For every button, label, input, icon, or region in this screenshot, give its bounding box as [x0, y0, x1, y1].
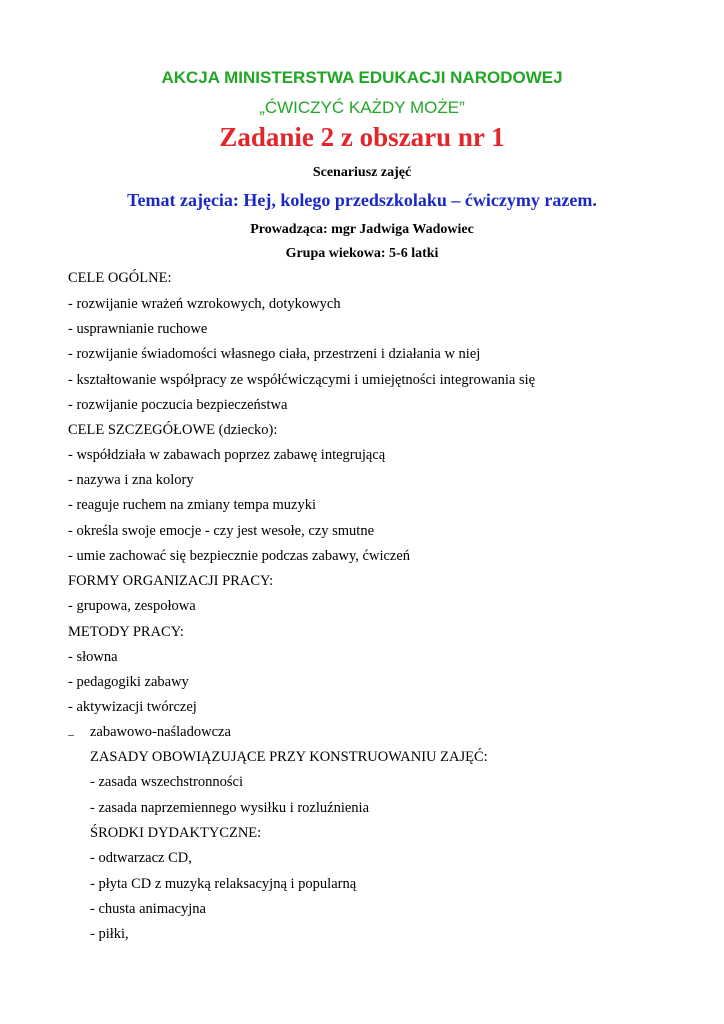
- list-item: - rozwijanie poczucia bezpieczeństwa: [68, 397, 288, 413]
- section-general-goals: CELE OGÓLNE:: [68, 270, 172, 286]
- section-rules: ZASADY OBOWIĄZUJĄCE PRZY KONSTRUOWANIU ZAJĘĆ:: [90, 749, 488, 765]
- list-item: - rozwijanie świadomości własnego ciała, przestrzeni i działania w niej: [68, 346, 481, 362]
- list-bullet: –: [68, 727, 74, 741]
- section-work-forms: FORMY ORGANIZACJI PRACY:: [68, 573, 274, 589]
- campaign-heading: AKCJA MINISTERSTWA EDUKACJI NARODOWEJ: [161, 68, 563, 87]
- list-item: - słowna: [68, 649, 118, 665]
- list-item: - usprawnianie ruchowe: [68, 321, 208, 337]
- list-item: - zasada naprzemiennego wysiłku i rozluźnienia: [90, 800, 370, 816]
- teacher-line: Prowadząca: mgr Jadwiga Wadowiec: [250, 222, 474, 237]
- list-item: - płyta CD z muzyką relaksacyjną i popularną: [90, 876, 357, 892]
- list-item: - kształtowanie współpracy ze współćwiczącymi i umiejętności integrowania się: [68, 372, 536, 388]
- list-item: - rozwijanie wrażeń wzrokowych, dotykowych: [68, 296, 341, 312]
- section-teaching-aids: ŚRODKI DYDAKTYCZNE:: [90, 825, 262, 841]
- scenario-label: Scenariusz zajęć: [312, 165, 412, 180]
- list-item: - współdziała w zabawach poprzez zabawę integrującą: [68, 447, 386, 463]
- list-item: - pedagogiki zabawy: [68, 674, 189, 690]
- slogan-heading: „ĆWICZYĆ KAŻDY MOŻE”: [259, 98, 465, 117]
- task-heading: Zadanie 2 z obszaru nr 1: [219, 122, 505, 152]
- list-item: - grupowa, zespołowa: [68, 598, 196, 614]
- list-item: - nazywa i zna kolory: [68, 472, 194, 488]
- list-item: - chusta animacyjna: [90, 901, 206, 917]
- list-item: zabawowo-naśladowcza: [90, 724, 231, 740]
- section-specific-goals: CELE SZCZEGÓŁOWE (dziecko):: [68, 422, 278, 438]
- list-item: - piłki,: [90, 926, 129, 942]
- list-item: - reaguje ruchem na zmiany tempa muzyki: [68, 497, 317, 513]
- topic-heading: Temat zajęcia: Hej, kolego przedszkolaku – ćwiczymy razem.: [127, 190, 597, 210]
- list-item: - aktywizacji twórczej: [68, 699, 197, 715]
- list-item: - umie zachować się bezpiecznie podczas zabawy, ćwiczeń: [68, 548, 411, 564]
- list-item: - odtwarzacz CD,: [90, 850, 192, 866]
- list-item: - określa swoje emocje - czy jest wesołe, czy smutne: [68, 523, 375, 539]
- section-work-methods: METODY PRACY:: [68, 624, 184, 640]
- age-group-line: Grupa wiekowa: 5-6 latki: [285, 246, 439, 261]
- list-item: - zasada wszechstronności: [90, 774, 243, 790]
